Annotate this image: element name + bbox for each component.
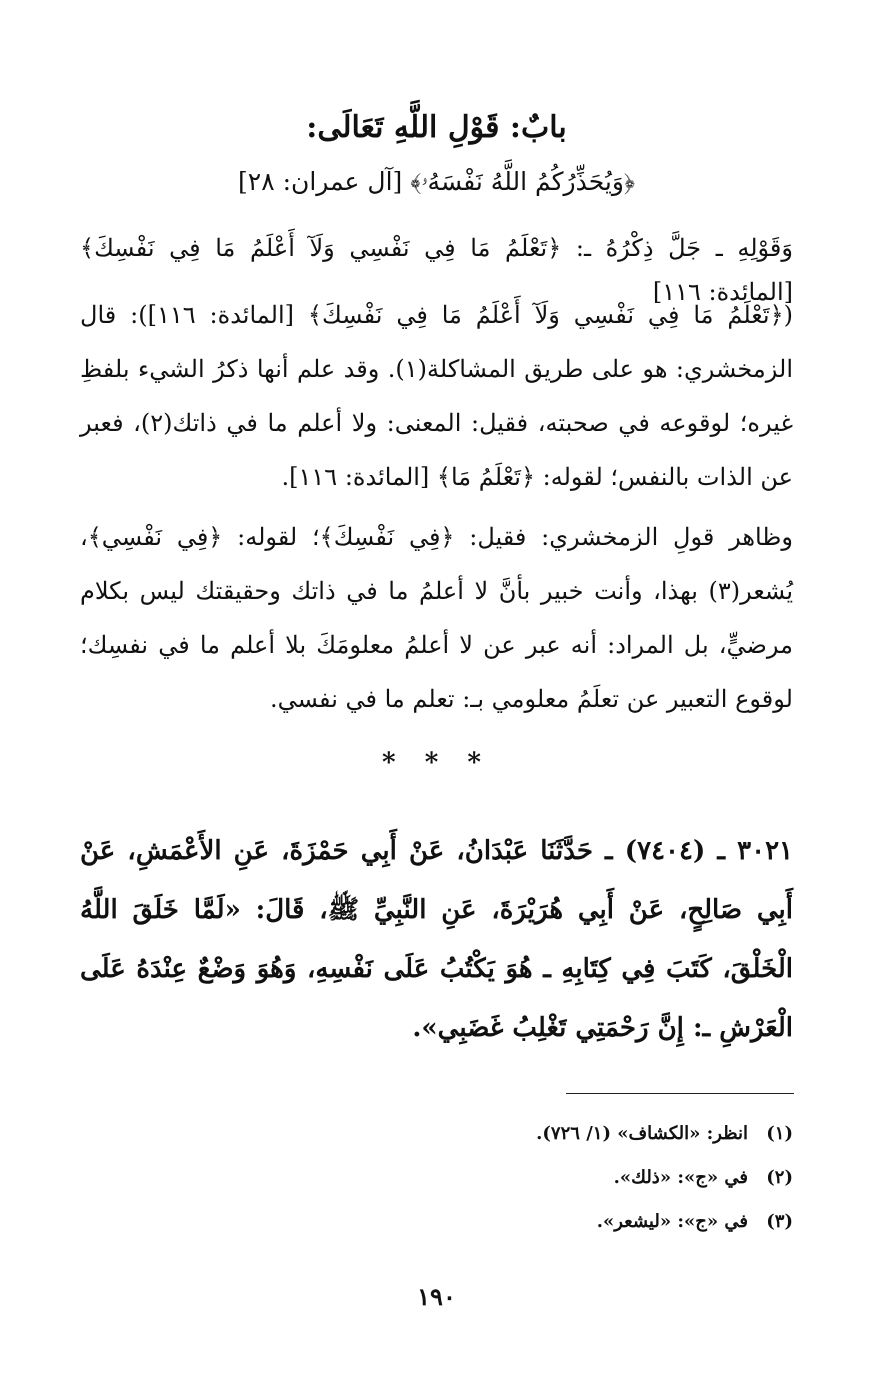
- footnote-divider: [566, 1093, 794, 1094]
- commentary-text: وظاهر قولِ الزمخشري: فقيل: ﴿فِي نَفْسِكَ﴾؛ لقوله: ﴿فِي نَفْسِي﴾، يُشعر(٣) بهذا، وأنت خبير بأنَّ لا أعلمُ ما في ذاتك وحقيقتك ليس بكلام مرضيٍّ، بل المراد: أنه عبر عن لا أعلمُ معلومَكَ بلا أعلم ما في نفسِك؛ لوقوع التعبير عن تعلَمُ معلومي بـ: تعلم ما في نفسي.: [80, 523, 793, 713]
- commentary-text: (﴿تَعْلَمُ مَا فِي نَفْسِي وَلَآ أَعْلَمُ مَا فِي نَفْسِكَ﴾ [المائدة: ١١٦]): قال الزمخشري: هو على طريق المشاكلة(١). وقد علم أنها ذكرُ الشيء بلفظِ غيره؛ لوقوعه في صحبته، فقيل: المعنى: ولا أعلم ما في ذاتك(٢)، فعبر عن الذات بالنفس؛ لقوله: ﴿تَعْلَمُ مَا﴾ [المائدة: ١١٦].: [80, 301, 794, 491]
- footnote-number: (١): [766, 1123, 793, 1144]
- footnote: [80, 1200, 793, 1244]
- chapter-verse: ﴿وَيُحَذِّرُكُمُ اللَّهُ نَفْسَهُۥ﴾ [آل عمران: ٢٨]: [238, 167, 635, 196]
- footnote-text: انظر: «الكشاف» (١/ ٧٢٦).: [536, 1123, 748, 1144]
- footnotes: [80, 1112, 793, 1244]
- footnote: [80, 1156, 793, 1200]
- footnote: [80, 1112, 793, 1156]
- commentary-paragraph: [80, 510, 793, 726]
- footnote-number: (٢): [766, 1167, 793, 1188]
- footnote-number: (٣): [766, 1211, 793, 1232]
- page-number: ١٩٠: [417, 1282, 456, 1311]
- chapter-title: بابٌ: قَوْلِ اللَّهِ تَعَالَى:: [306, 110, 567, 145]
- section-separator: * * *: [382, 748, 491, 778]
- hadith-text: ٣٠٢١ ـ (٧٤٠٤) ـ حَدَّثَنَا عَبْدَانُ، عَنْ أَبِي حَمْزَةَ، عَنِ الأَعْمَشِ، عَنْ أَبِي صَالِحٍ، عَنْ أَبِي هُرَيْرَةَ، عَنِ النَّبِيِّ ﷺ، قَالَ: «لَمَّا خَلَقَ اللَّهُ الْخَلْقَ، كَتَبَ فِي كِتَابِهِ ـ هُوَ يَكْتُبُ عَلَى نَفْسِهِ، وَهُوَ وَضْعٌ عِنْدَهُ عَلَى الْعَرْشِ ـ: إِنَّ رَحْمَتِي تَغْلِبُ غَضَبِي».: [80, 836, 793, 1043]
- footnote-text: في «ج»: «ليشعر».: [596, 1211, 748, 1232]
- footnote-text: في «ج»: «ذلك».: [613, 1167, 748, 1188]
- commentary-paragraph: [80, 288, 793, 504]
- chapter-second-verse: وَقَوْلِهِ ـ جَلَّ ذِكْرُهُ ـ: ﴿تَعْلَمُ مَا فِي نَفْسِي وَلَآ أَعْلَمُ مَا فِي نَفْسِكَ﴾ [المائدة: ١١٦]: [80, 234, 793, 306]
